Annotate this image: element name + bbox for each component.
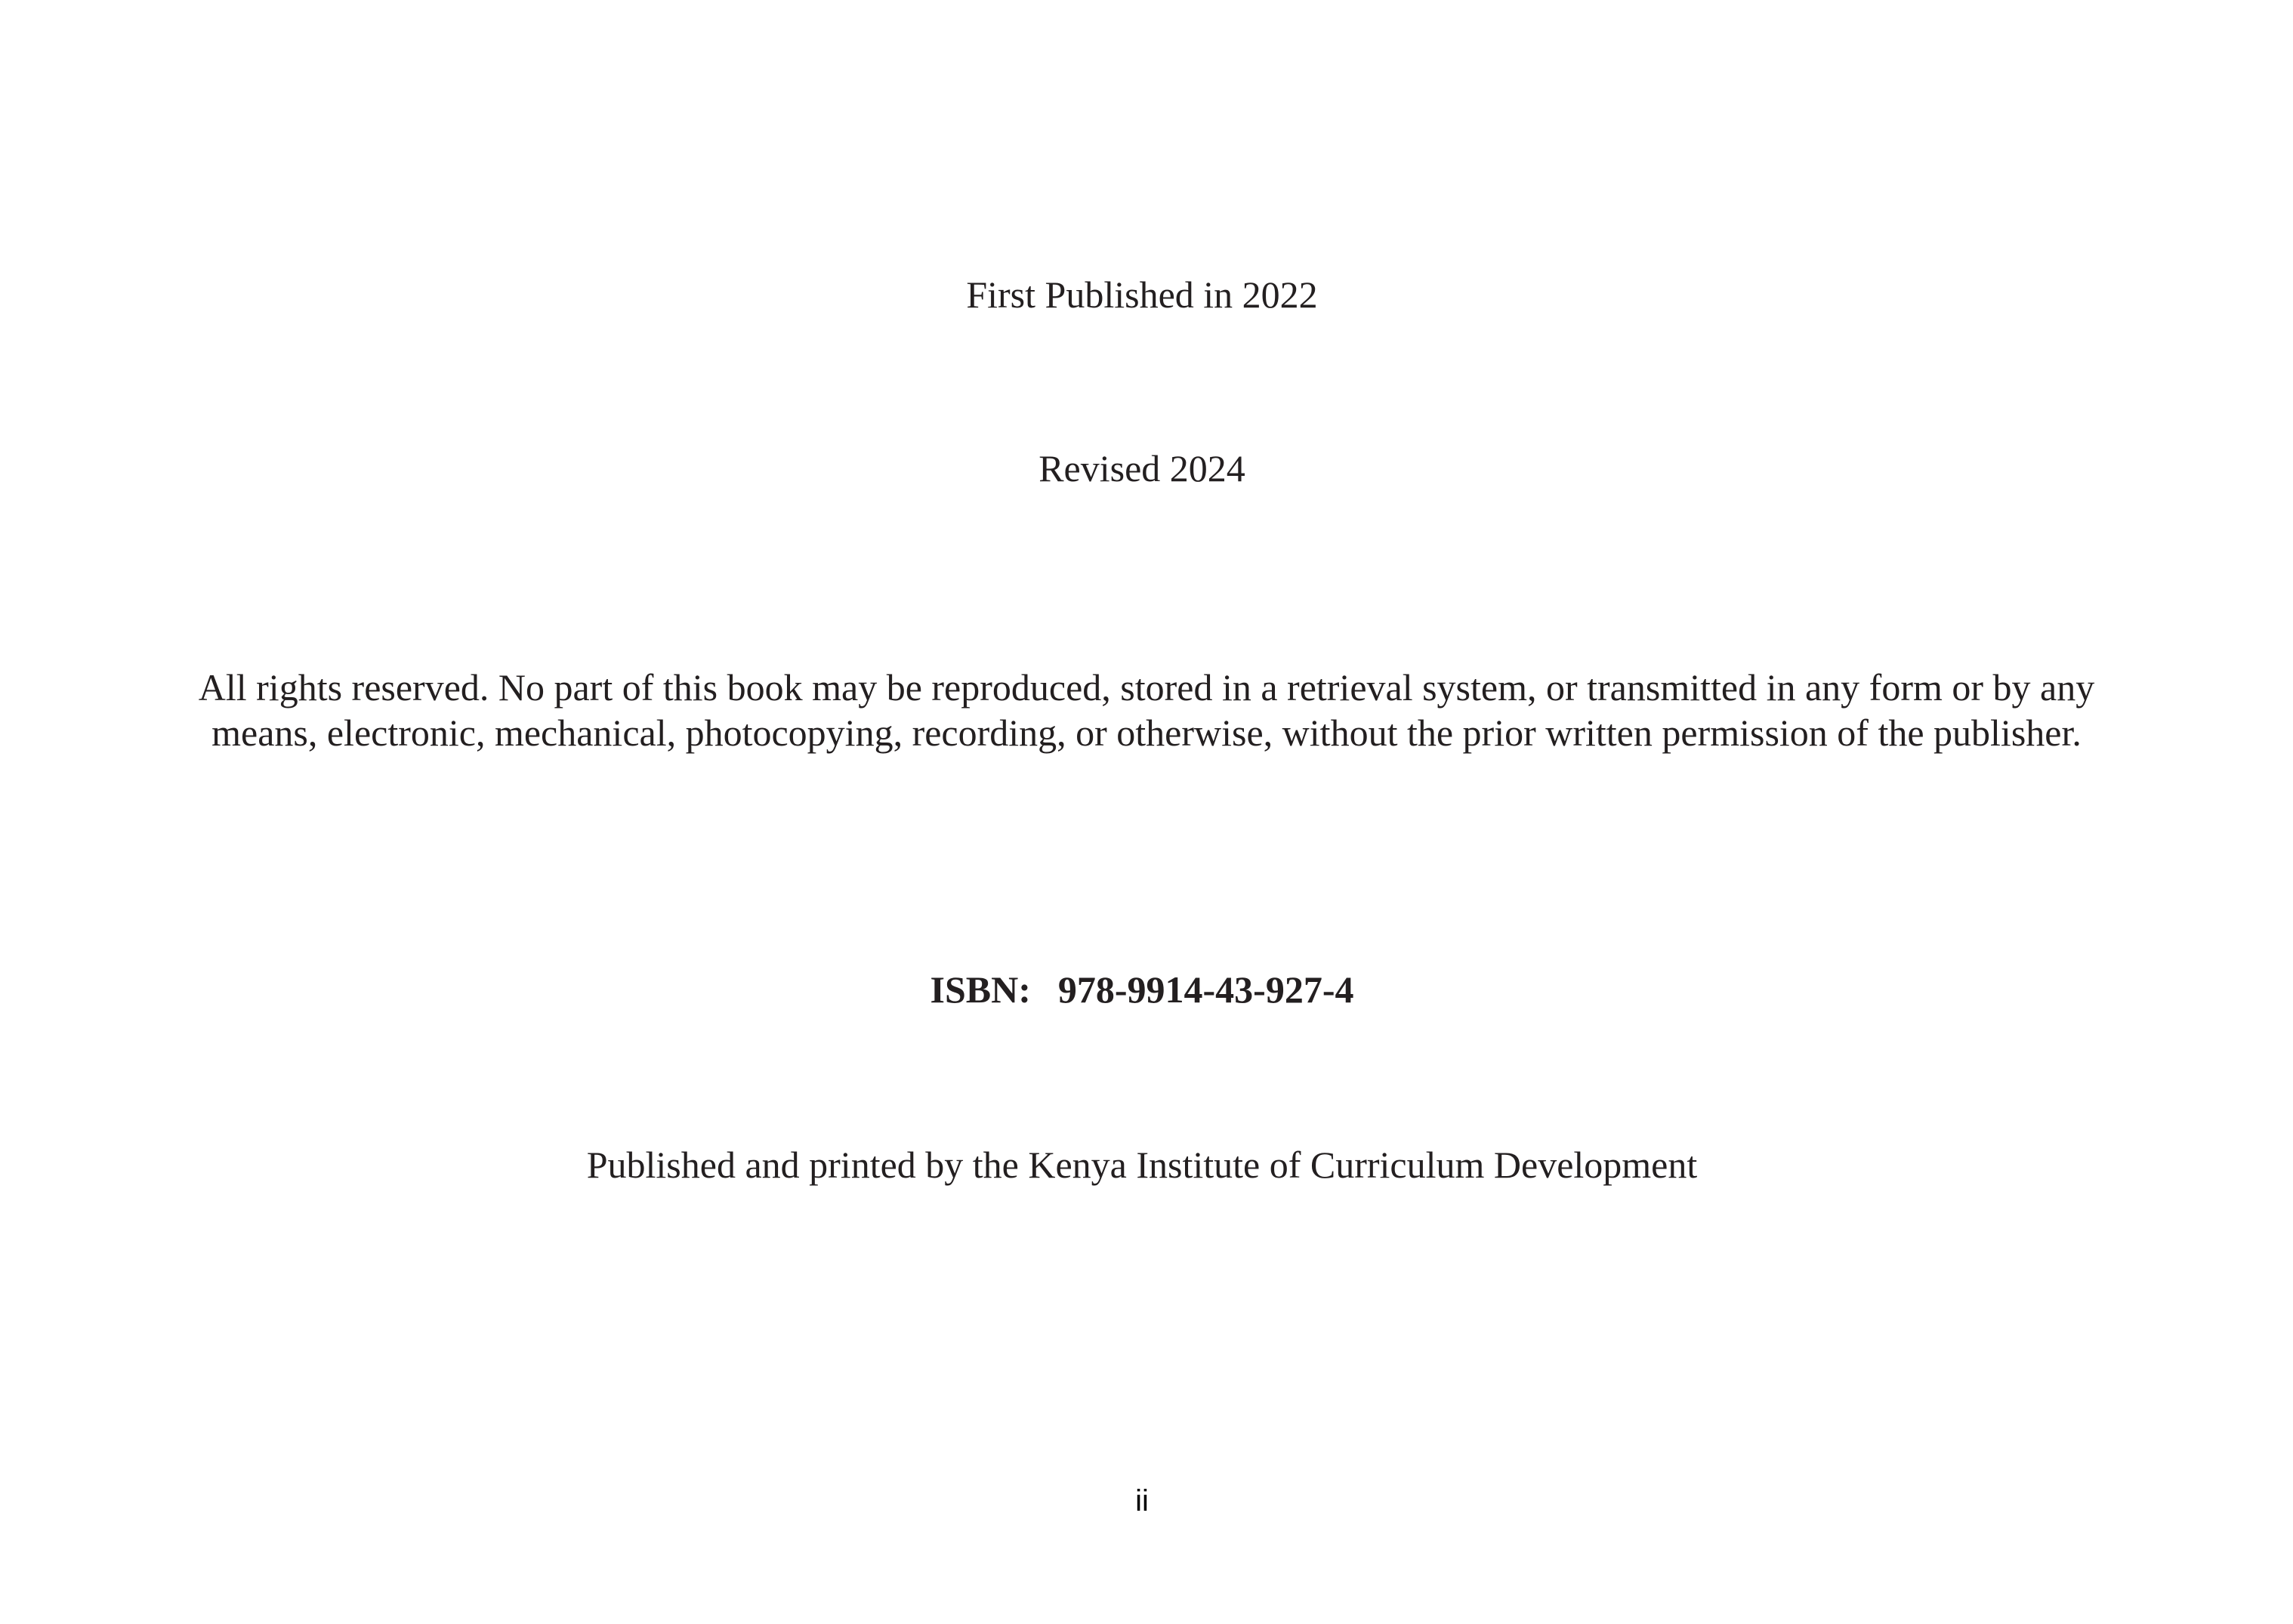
publisher-text: Published and printed by the Kenya Institute of Curriculum Development — [586, 1144, 1698, 1186]
isbn-label: ISBN: — [930, 968, 1031, 1011]
page-number: ii — [1135, 1484, 1149, 1517]
first-published-text: First Published in 2022 — [966, 273, 1318, 316]
isbn-block — [0, 967, 2288, 1012]
revised-text: Revised 2024 — [1038, 447, 1245, 489]
rights-notice-line-2: means, electronic, mechanical, photocopying, recording, or otherwise, without the prior written permission of the publisher. — [211, 712, 2082, 754]
rights-notice — [0, 665, 2293, 755]
rights-notice-line-1: All rights reserved. No part of this book may be reproduced, stored in a retrieval system, or transmitted in any form or by any — [198, 666, 2095, 709]
isbn-value: 978-9914-43-927-4 — [1057, 968, 1354, 1011]
